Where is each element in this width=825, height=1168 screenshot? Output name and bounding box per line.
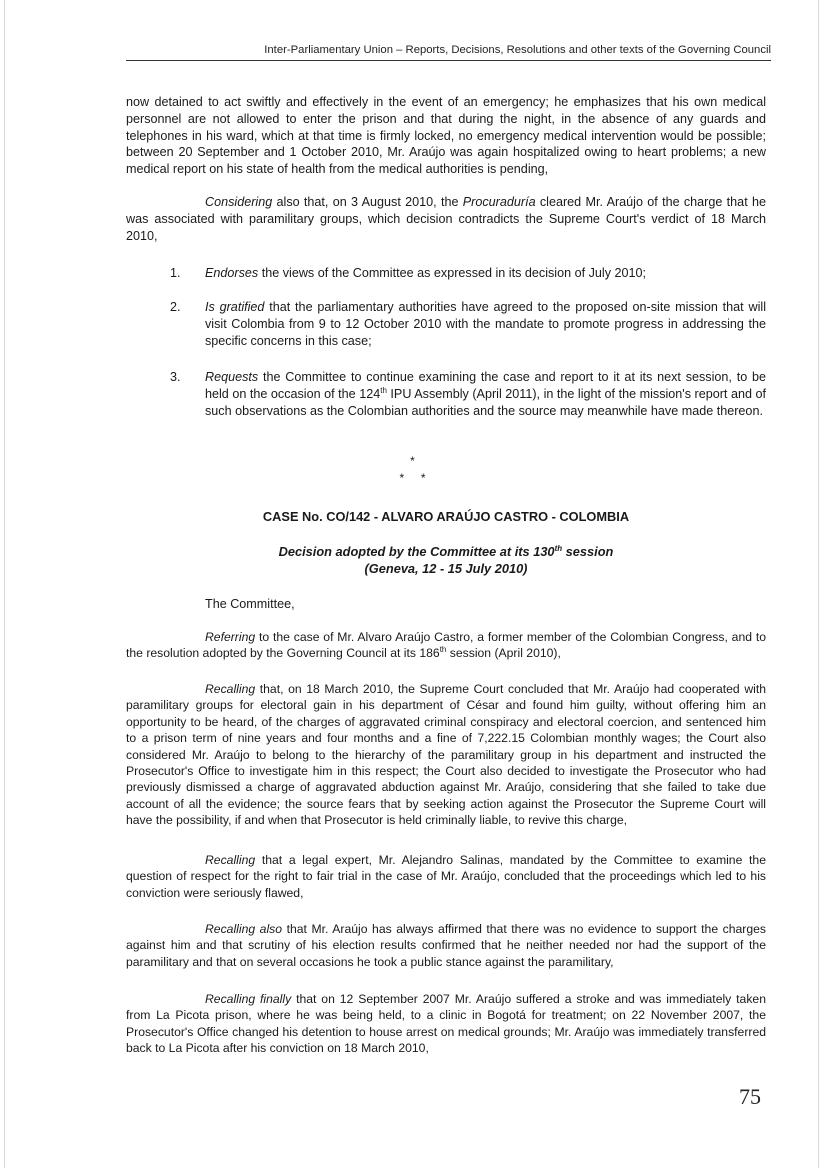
recalling-lead: Recalling also bbox=[205, 922, 283, 936]
item-lead: Is gratified bbox=[205, 300, 265, 314]
operative-item-1 bbox=[170, 265, 766, 282]
referring-text-b: session (April 2010), bbox=[446, 646, 561, 661]
scan-edge-right bbox=[818, 0, 819, 1168]
continuation-paragraph: now detained to act swiftly and effectively in the event of an emergency; he emphasizes that his own medical personnel are not allowed to enter the prison and that during the night, in the absence of any guards and telephones in his ward, which at that time is firmly locked, no emergency medical intervention would be possible; between 20 September and 1 October 2010, Mr. Araújo was again hospitalized owing to heart problems; a new medical report on his state of health from the medical authorities is pending, bbox=[126, 95, 766, 177]
opening-line: The Committee, bbox=[205, 597, 295, 611]
page-number: 75 bbox=[739, 1084, 761, 1109]
considering-paragraph bbox=[126, 194, 766, 244]
recalling-text: that, on 18 March 2010, the Supreme Court concluded that Mr. Araújo had cooperated with paramilitary groups for electoral gain in his department of César and found him guilty, without offering him an opportunity to be heard, of the charges of aggravated criminal conspiracy and electoral coercion, and sentenced him to a prison term of nine years and four months and a fine of 7,222.15 Colombian monthly wages; the Court also considered Mr. Araújo to belong to the hierarchy of the paramilitary group in his department and instructed the Prosecutor's Office to investigate him in this respect; the Court also decided to investigate the Prosecutor who had previously dismissed a charge of aggravated abduction against Mr. Araújo, considering that she failed to take due account of all the evidence; the source fears that by seeking action against the Prosecutor the Supreme Court will have the possibility, if and when that Prosecutor is held criminally liable, to revive this charge, bbox=[126, 682, 766, 828]
referring-lead: Referring bbox=[205, 630, 256, 644]
recalling-paragraph-1 bbox=[126, 681, 766, 829]
considering-lead: Considering bbox=[205, 194, 273, 209]
running-header: Inter-Parliamentary Union – Reports, Decisions, Resolutions and other texts of the Governing Council bbox=[264, 44, 771, 56]
ordinal-sup: th bbox=[554, 544, 563, 553]
recalling-text: that Mr. Araújo has always affirmed that there was no evidence to support the charges against him and that scrutiny of his election results confirmed that he neither needed nor had the support of the paramilitary and that on several occasions he took a public stance against the paramilitary, bbox=[126, 922, 767, 969]
decision-place: (Geneva, 12 - 15 July 2010) bbox=[364, 561, 528, 576]
procuraduria-term: Procuraduría bbox=[462, 194, 536, 209]
item-text: that the parliamentary authorities have agreed to the proposed on-site mission that will visit Colombia from 9 to 12 October 2010 with the mandate to promote progress in addressing the specific concerns in this case; bbox=[205, 300, 766, 348]
considering-text-b: cleared Mr. Araújo of the charge that he was associated with paramilitary groups, which decision contradicts the Supreme Court's verdict of 18 March 2010, bbox=[126, 194, 766, 243]
decision-text-a: Decision adopted by the Committee at its 130 bbox=[278, 544, 555, 559]
item-text-b: IPU Assembly (April 2011), in the light of the mission's report and of such observations as the Colombian authorities and the source may meanwhile have made thereon. bbox=[205, 386, 767, 418]
operative-item-2 bbox=[170, 299, 766, 349]
intro-section bbox=[126, 94, 766, 244]
scan-edge-left bbox=[4, 0, 5, 1168]
operative-item-3 bbox=[170, 369, 766, 419]
item-number: 2. bbox=[170, 300, 181, 314]
recalling-paragraph-3 bbox=[126, 921, 766, 970]
ordinal-sup: th bbox=[380, 385, 387, 395]
recalling-paragraph-2 bbox=[126, 852, 766, 901]
recalling-lead: Recalling bbox=[205, 853, 256, 867]
referring-paragraph bbox=[126, 629, 766, 662]
separator-star-top: * bbox=[410, 454, 415, 468]
considering-text-a: also that, on 3 August 2010, the bbox=[272, 194, 463, 209]
item-number: 1. bbox=[170, 266, 181, 280]
separator-stars-bottom: * * bbox=[399, 471, 426, 485]
item-text: the views of the Committee as expressed in its decision of July 2010; bbox=[258, 266, 647, 280]
recalling-paragraph-4 bbox=[126, 991, 766, 1057]
decision-text-b: session bbox=[562, 544, 614, 559]
recalling-text: that on 12 September 2007 Mr. Araújo suffered a stroke and was immediately taken from La Picota prison, where he was being held, to a clinic in Bogotá for treatment; on 22 November 2007, the Prosecutor's Office changed his detention to house arrest on medical grounds; Mr. Araújo was immediately transferred back to La Picota after his conviction on 18 March 2010, bbox=[126, 992, 766, 1056]
item-number: 3. bbox=[170, 370, 181, 384]
referring-text-a: to the case of Mr. Alvaro Araújo Castro, a former member of the Colombian Congress, and to the resolution adopted by the Governing Council at its 186 bbox=[126, 630, 766, 661]
item-lead: Requests bbox=[205, 370, 259, 384]
item-lead: Endorses bbox=[205, 266, 259, 280]
recalling-lead: Recalling bbox=[205, 682, 256, 696]
decision-heading bbox=[126, 543, 766, 577]
header-rule bbox=[126, 60, 771, 61]
ordinal-sup: th bbox=[439, 645, 447, 655]
recalling-lead: Recalling finally bbox=[205, 992, 292, 1006]
case-title: CASE No. CO/142 - ALVARO ARAÚJO CASTRO - COLOMBIA bbox=[262, 509, 630, 524]
recalling-text: that a legal expert, Mr. Alejandro Salinas, mandated by the Committee to examine the question of respect for the right to fair trial in the case of Mr. Araújo, concluded that the proceedings which led to his conviction were seriously flawed, bbox=[126, 853, 766, 900]
item-text-a: the Committee to continue examining the case and report to it at its next session, to be held on the occasion of the 124 bbox=[205, 370, 766, 401]
